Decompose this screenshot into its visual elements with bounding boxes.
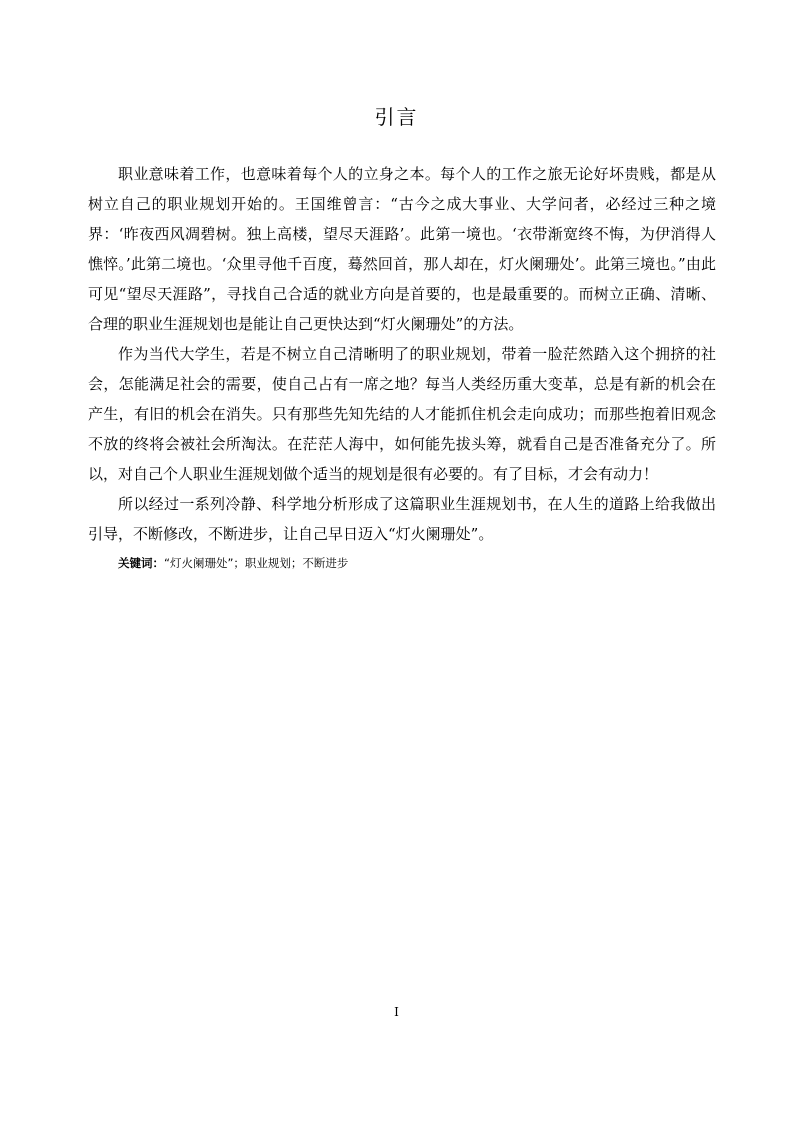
keywords-line [88, 553, 716, 573]
paragraph-3: 所以经过一系列冷静、科学地分析形成了这篇职业生涯规划书，在人生的道路上给我做出引导，不断修改，不断进步，让自己早日迈入“灯火阑珊处”。 [88, 495, 716, 543]
body-text [88, 159, 716, 573]
page-number: I [394, 1005, 399, 1019]
page-title: 引言 [374, 105, 419, 129]
keywords-label: 关键词： [118, 556, 164, 570]
paragraph-2: 作为当代大学生，若是不树立自己清晰明了的职业规划，带着一脸茫然踏入这个拥挤的社会，怎能满足社会的需要，使自己占有一席之地？每当人类经历重大变革，总是有新的机会在产生，有旧的机会在消失。只有那些先知先结的人才能抓住机会走向成功；而那些抱着旧观念不放的终将会被社会所淘汰。在茫茫人海中，如何能先拔头筹，就看自己是否准备充分了。所以，对自己个人职业生涯规划做个适当的规划是很有必要的。有了目标，才会有动力！ [88, 345, 716, 483]
keywords-text: “灯火阑珊处”；职业规划；不断进步 [164, 556, 349, 570]
paragraph-1: 职业意味着工作，也意味着每个人的立身之本。每个人的工作之旅无论好坏贵贱，都是从树立自己的职业规划开始的。王国维曾言：“古今之成大事业、大学问者，必经过三种之境界：‘昨夜西风凋碧树。独上高楼，望尽天涯路’。此第一境也。‘衣带渐宽终不悔，为伊消得人憔悴。’此第二境也。‘众里寻他千百度，蓦然回首，那人却在，灯火阑珊处’。此第三境也。”由此可见“望尽天涯路”，寻找自己合适的就业方向是首要的，也是最重要的。而树立正确、清晰、合理的职业生涯规划也是能让自己更快达到“灯火阑珊处”的方法。 [88, 165, 716, 333]
